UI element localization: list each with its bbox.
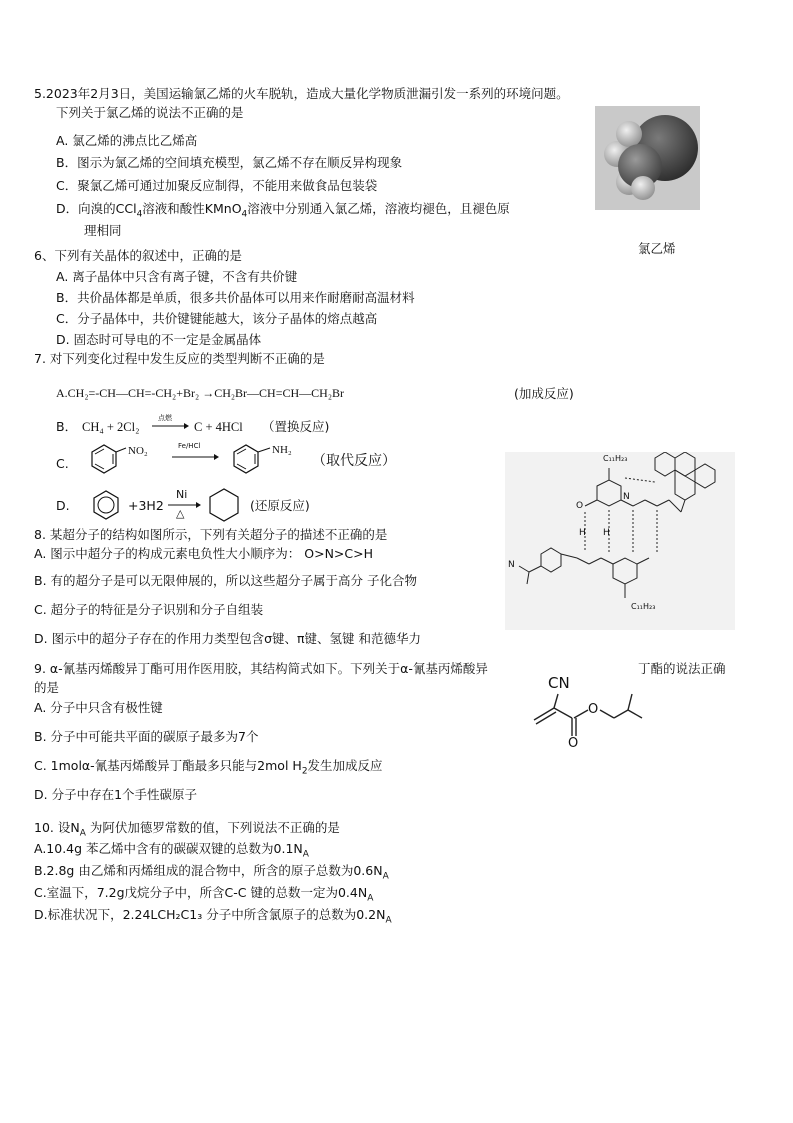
q5-option-d: D．向溴的CCl$_4$溶液和酸性KMnO$_4$溶液中分别通入氯乙烯，溶液均褪色，且褪色原 [56, 201, 510, 220]
q9-option-b: B. 分子中可能共平面的碳原子最多为7个 [34, 729, 259, 744]
q6-option-a: A. 离子晶体中只含有离子键，不含有共价键 [56, 269, 298, 284]
q8-stem: 8. 某超分子的结构如图所示，下列有关超分子的描述不正确的是 [34, 527, 388, 542]
q5-option-d-cont: 理相同 [84, 223, 122, 238]
q5-stem-2: 下列关于氯乙烯的说法不正确的是 [56, 105, 244, 120]
q9-option-c: C. 1molα-氰基丙烯酸异丁酯最多只能与2mol $H_2$发生加成反应 [34, 758, 383, 777]
q10-option-c: C.室温下，7.2g戊烷分子中，所含C-C 键的总数一定为$0.4N_A$ [34, 885, 374, 904]
q10-option-b: B.2.8g 由乙烯和丙烯组成的混合物中，所含的原子总数为$0.6N_A$ [34, 863, 389, 882]
q7-option-b-reactants: CH₄ + 2Cl₂ [82, 420, 140, 434]
dimethylamino-nitrogen-label: N [508, 560, 515, 570]
amino-group-label: NH₂ [272, 444, 292, 456]
alkyl-chain-top-label: C₁₁H₂₃ [603, 454, 628, 463]
q5-option-a: A. 氯乙烯的沸点比乙烯高 [56, 133, 198, 148]
oxygen-atom-label: O [576, 501, 584, 511]
q7-option-c-arrow [170, 442, 220, 464]
q7-option-c-label: C. [56, 456, 69, 471]
nitrogen-atom-label: N [623, 492, 630, 502]
q7-option-b-arrow [150, 416, 190, 432]
q9-option-d: D. 分子中存在1个手性碳原子 [34, 787, 198, 802]
q7-option-b-type: （置换反应) [262, 419, 330, 434]
q5-stem: 5.2023年2月3日，美国运输氯乙烯的火车脱轨，造成大量化学物质泄漏引发一系列的环境问题。 [34, 86, 569, 101]
q5-option-c: C．聚氯乙烯可通过加聚反应制得，不能用来做食品包装袋 [56, 178, 378, 193]
q8-option-a: A. 图示中超分子的构成元素电负性大小顺序为： O>N>C>H [34, 546, 373, 561]
q7-option-c-type: （取代反应） [312, 453, 396, 469]
q5-option-b: B．图示为氯乙烯的空间填充模型，氯乙烯不存在顺反异构现象 [56, 155, 403, 170]
q9-option-a: A. 分子中只含有极性键 [34, 700, 163, 715]
benzene-structure [88, 488, 124, 524]
q7-option-a-equation: A.CH₂=-CH—CH=-CH₂+Br₂ →CH₂Br—CH=CH—CH₂Br [56, 386, 345, 400]
q6-stem: 6、下列有关晶体的叙述中，正确的是 [34, 248, 242, 263]
hydrogen-atom-label: H [579, 528, 586, 538]
q6-option-d: D. 固态时可导电的不一定是金属晶体 [56, 332, 262, 347]
q9-stem: 9. α-氰基丙烯酸异丁酯可用作医用胶，其结构简式如下。下列关于α-氰基丙烯酸异 [34, 661, 488, 676]
q6-option-c: C．分子晶体中，共价键键能越大，该分子晶体的熔点越高 [56, 311, 378, 326]
q10-option-d: D.标准状况下，2.24LCH₂C1₃ 分子中所含氯原子的总数为$0.2N_A$ [34, 907, 392, 926]
q7-option-d-reagent: +3H2 [128, 498, 164, 513]
nitro-group-label: NO₂ [128, 445, 148, 457]
hydrogen-atom-label-2: H [603, 528, 610, 538]
q7-option-d-label: D. [56, 498, 70, 513]
vinyl-chloride-model [595, 106, 700, 210]
supramolecule-figure [505, 452, 735, 630]
q7-stem: 7. 对下列变化过程中发生反应的类型判断不正确的是 [34, 351, 325, 366]
vinyl-chloride-caption: 氯乙烯 [638, 241, 676, 256]
q8-option-d: D. 图示中的超分子存在的作用力类型包含σ键、π键、氢键 和范德华力 [34, 631, 421, 646]
q10-stem: 10. 设$N_A$ 为阿伏加德罗常数的值，下列说法不正确的是 [34, 820, 340, 839]
alkyl-chain-bottom-label: C₁₁H₂₃ [631, 602, 656, 611]
isobutyl-cyanoacrylate-structure [520, 672, 660, 752]
q9-stem-2: 的是 [34, 680, 60, 695]
q8-option-b: B. 有的超分子是可以无限伸展的，所以这些超分子属于高分 子化合物 [34, 573, 417, 588]
q9-stem-tail: 丁酯的说法正确 [638, 661, 726, 676]
carbonyl-oxygen-label: O [568, 736, 579, 751]
q7-option-b-condition: 点燃 [158, 414, 172, 422]
cyclohexane-structure [204, 486, 244, 526]
nickel-catalyst-label: Ni [176, 488, 188, 501]
q7-option-b-products: C + 4HCl [194, 420, 243, 434]
q10-option-a: A.10.4g 苯乙烯中含有的碳碳双键的总数为$0.1N_A$ [34, 841, 309, 860]
q8-option-c: C. 超分子的特征是分子识别和分子自组装 [34, 602, 264, 617]
q6-option-b: B．共价晶体都是单质，很多共价晶体可以用来作耐磨耐高温材料 [56, 290, 415, 305]
q7-option-a-type: (加成反应) [514, 386, 574, 401]
heat-symbol: △ [176, 507, 185, 520]
ester-oxygen-label: O [588, 702, 599, 717]
q7-option-c-condition: Fe/HCl [178, 442, 201, 450]
q7-option-b-label: B． [56, 419, 78, 434]
q7-option-d-type: (还原反应) [250, 498, 310, 513]
cyano-group-label: CN [548, 674, 570, 692]
